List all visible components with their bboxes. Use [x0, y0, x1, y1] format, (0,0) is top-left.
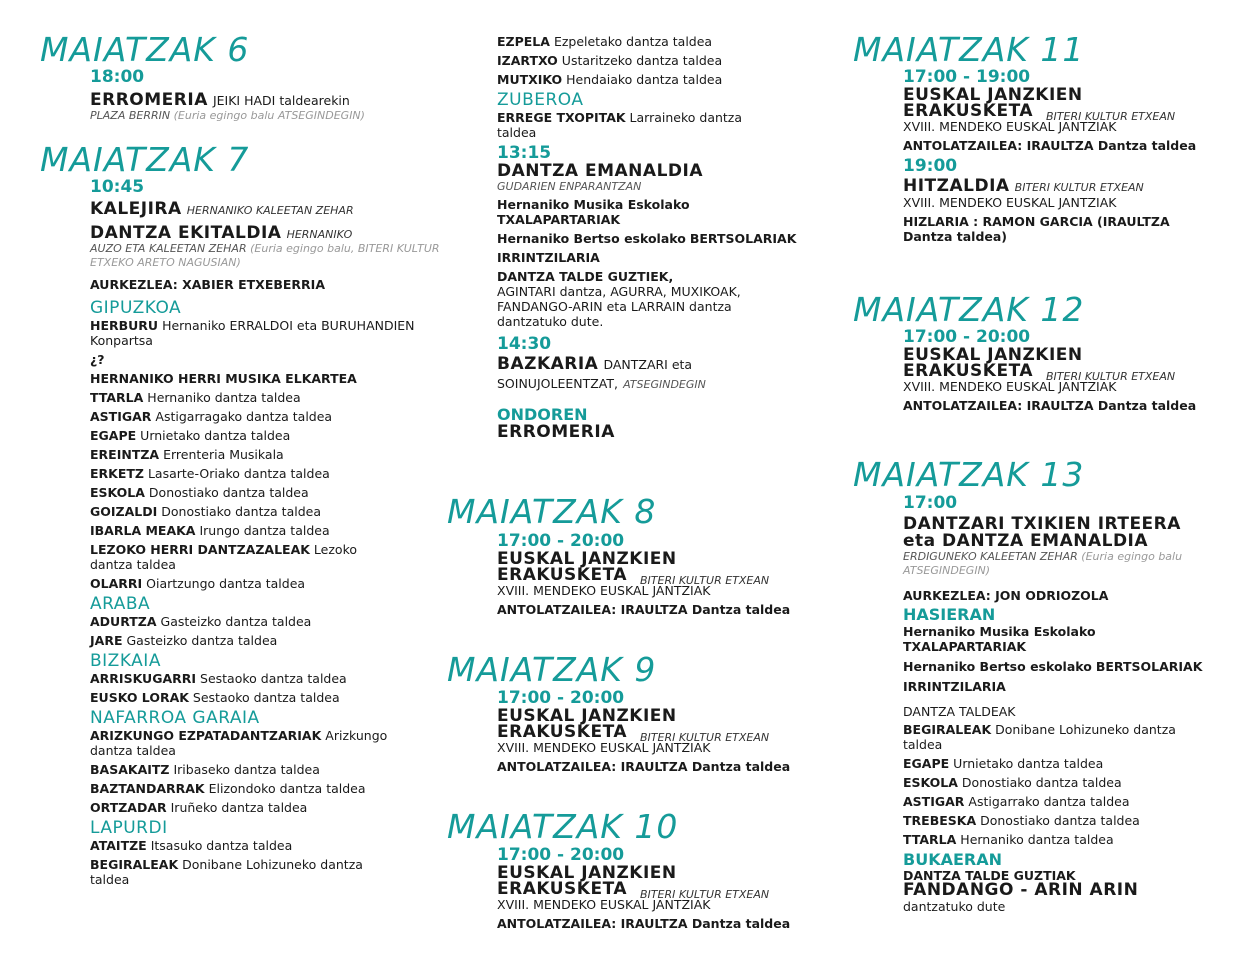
- presenter: AURKEZLEA: XABIER ETXEBERRIA: [90, 277, 326, 292]
- event-title: EUSKAL JANZKIEN ERAKUSKETA: [497, 706, 677, 742]
- group-name: EGAPE: [903, 756, 950, 771]
- presenter: AURKEZLEA: JON ODRIOZOLA: [903, 588, 1109, 603]
- group-name: OLARRI: [90, 576, 143, 591]
- time: 14:30: [497, 334, 552, 354]
- group-name: ERKETZ: [90, 466, 144, 481]
- group-town: Iribaseko dantza taldea: [173, 762, 320, 777]
- group-name: BASAKAITZ: [90, 762, 170, 777]
- group-name: EUSKO LORAK: [90, 690, 189, 705]
- list-item: [90, 542, 400, 572]
- performer: IRRINTZILARIA: [903, 679, 1006, 694]
- group-name: IZARTXO: [497, 53, 558, 68]
- group-town: Lasarte-Oriako dantza taldea: [147, 466, 330, 481]
- group-name: ASTIGAR: [90, 409, 152, 424]
- day-heading-may13: MAIATZAK 13: [853, 455, 1085, 494]
- list-item: [90, 690, 400, 705]
- event-place: BITERI KULTUR ETXEAN: [1046, 370, 1176, 383]
- event-title: EUSKAL JANZKIEN ERAKUSKETA: [497, 863, 677, 899]
- event-place: BITERI KULTUR ETXEAN: [640, 731, 770, 744]
- group-town: Donostiako dantza taldea: [148, 485, 309, 500]
- group-name: GOIZALDI: [90, 504, 158, 519]
- time: 17:00 - 20:00: [497, 688, 625, 708]
- list-item: [90, 800, 400, 815]
- araba-list: [90, 614, 450, 648]
- event-subtitle: XVIII. MENDEKO EUSKAL JANTZIAK: [903, 379, 1117, 394]
- time: 17:00 - 20:00: [903, 327, 1031, 347]
- list-item: [90, 485, 400, 500]
- event-title: EUSKAL JANZKIEN ERAKUSKETA: [903, 85, 1083, 121]
- group-town: Lezoko dantza taldea: [90, 542, 358, 572]
- event-note: (Euria egingo balu, BITERI KULTUR ETXEKO ARETO NAGUSIAN): [90, 242, 440, 269]
- time: 17:00 - 20:00: [497, 845, 625, 865]
- event-place: ERDIGUNEKO KALEETAN ZEHAR: [903, 550, 1078, 563]
- list-item: [90, 504, 400, 519]
- nafarroa-list: [90, 728, 450, 815]
- list-item: [497, 34, 807, 49]
- group-town: Ezpeletako dantza taldea: [553, 34, 713, 49]
- event-title: EUSKAL JANZKIEN ERAKUSKETA: [903, 345, 1083, 381]
- event-place: BITERI KULTUR ETXEAN: [640, 888, 770, 901]
- event-text: DANTZARI eta SOINUJOLEENTZAT,: [497, 357, 693, 391]
- time: 18:00: [90, 67, 145, 87]
- group-name: ADURTZA: [90, 614, 157, 629]
- group-name: TREBESKA: [903, 813, 977, 828]
- may13-dance-list: [903, 722, 1256, 847]
- region-nafarroa: NAFARROA GARAIA: [90, 708, 260, 728]
- may13-section: [903, 494, 1256, 914]
- event-place: AUZO ETA KALEETAN ZEHAR: [90, 242, 247, 255]
- day-heading-may7: MAIATZAK 7: [40, 140, 250, 179]
- may7-section: [90, 178, 450, 891]
- event-place: GUDARIEN ENPARANTZAN: [497, 180, 642, 193]
- region-gipuzkoa: GIPUZKOA: [90, 298, 182, 318]
- list-item: [90, 614, 400, 629]
- event-title: DANTZARI TXIKIEN IRTEERA: [903, 514, 1181, 534]
- region-bizkaia: BIZKAIA: [90, 651, 161, 671]
- list-item: [90, 781, 400, 796]
- time: 17:00 - 19:00: [903, 67, 1031, 87]
- group-name: EREINTZA: [90, 447, 160, 462]
- zuberoa-list: [497, 110, 857, 140]
- organizer: ANTOLATZAILEA: IRAULTZA Dantza taldea: [903, 398, 1197, 413]
- day-heading-may10: MAIATZAK 10: [447, 807, 679, 846]
- event-title: BAZKARIA: [497, 354, 599, 374]
- performer: BERTSOLARIAK: [689, 231, 797, 246]
- performer: DANTZA TALDE GUZTIEK,: [497, 269, 674, 284]
- description: AGINTARI dantza, AGURRA, MUXIKOAK, FANDANGO-ARIN eta LARRAIN dantza dantzatuko dute.: [497, 284, 741, 329]
- subheading: BUKAERAN: [903, 850, 1002, 869]
- group-town: Urnietako dantza taldea: [140, 428, 291, 443]
- group-name: ARIZKUNGO EZPATADANTZARIAK: [90, 728, 322, 743]
- group-name: ORTZADAR: [90, 800, 167, 815]
- group-name: ESKOLA: [903, 775, 958, 790]
- list-item: [90, 428, 400, 443]
- group-name: MUTXIKO: [497, 72, 563, 87]
- event-title: KALEJIRA: [90, 199, 182, 219]
- event-title: DANTZA EKITALDIA: [90, 223, 282, 243]
- performer: IRRINTZILARIA: [497, 250, 600, 265]
- list-item: HERBURU Hernaniko ERRALDOI eta BURUHANDIEN Konpartsa: [90, 318, 415, 348]
- list-item: [90, 633, 400, 648]
- time: 17:00 - 20:00: [497, 531, 625, 551]
- list-item: HERNANIKO HERRI MUSIKA ELKARTEA: [90, 371, 357, 386]
- dance-groups-label: DANTZA TALDEAK: [903, 704, 1016, 719]
- group-name: JARE: [90, 633, 123, 648]
- list-item: [90, 576, 400, 591]
- time: 13:15: [497, 143, 552, 163]
- event-title: ERROMERIA: [497, 422, 615, 442]
- may9-section: [497, 689, 857, 774]
- group-town: Hernaniko dantza taldea: [147, 390, 301, 405]
- group-town: Larraineko dantza taldea: [497, 110, 743, 140]
- performer: Hernaniko Musika Eskolako TXALAPARTARIAK: [903, 624, 1096, 654]
- group-town: Gasteizko dantza taldea: [160, 614, 312, 629]
- event-subtitle: XVIII. MENDEKO EUSKAL JANTZIAK: [497, 583, 711, 598]
- list-item: [90, 390, 400, 405]
- group-town: Ustaritzeko dantza taldea: [561, 53, 723, 68]
- list-item: [497, 53, 807, 68]
- day-heading-may12: MAIATZAK 12: [853, 290, 1085, 329]
- group-town: Oiartzungo dantza taldea: [146, 576, 306, 591]
- may7-continued: [497, 34, 857, 441]
- group-town: Itsasuko dantza taldea: [150, 838, 293, 853]
- day-heading-may11: MAIATZAK 11: [853, 30, 1085, 69]
- group-town: Iruñeko dantza taldea: [170, 800, 308, 815]
- group-town: Elizondoko dantza taldea: [208, 781, 366, 796]
- day-heading-may6: MAIATZAK 6: [40, 30, 250, 69]
- group-town: Sestaoko dantza taldea: [200, 671, 347, 686]
- subheading: HASIERAN: [903, 605, 996, 624]
- group-town: Errenteria Musikala: [163, 447, 284, 462]
- list-item: [90, 447, 400, 462]
- group-name: EZPELA: [497, 34, 550, 49]
- organizer: ANTOLATZAILEA: IRAULTZA Dantza taldea: [497, 759, 791, 774]
- time: 17:00: [903, 493, 958, 513]
- list-item: [497, 110, 777, 140]
- list-item: [903, 794, 1213, 809]
- region-zuberoa: ZUBEROA: [497, 90, 584, 110]
- finale-title: FANDANGO - ARIN ARIN: [903, 880, 1139, 900]
- list-item: [90, 671, 400, 686]
- organizer: ANTOLATZAILEA: IRAULTZA Dantza taldea: [497, 916, 791, 931]
- speaker: HIZLARIA : RAMON GARCIA (IRAULTZA Dantza taldea): [903, 214, 1170, 244]
- event-note: (Euria egingo balu ATSEGINDEGIN): [903, 550, 1183, 577]
- group-town: Astigarrako dantza taldea: [968, 794, 1130, 809]
- performer: Hernaniko Bertso eskolako: [497, 231, 686, 246]
- group-name: BEGIRALEAK: [903, 722, 992, 737]
- event-title: DANTZA EMANALDIA: [497, 161, 703, 181]
- event-subtitle: XVIII. MENDEKO EUSKAL JANTZIAK: [903, 195, 1117, 210]
- region-araba: ARABA: [90, 594, 151, 614]
- lapurdi-continued-list: [497, 34, 857, 87]
- group-name: LEZOKO HERRI DANTZAZALEAK: [90, 542, 310, 557]
- group-name: TTARLA: [90, 390, 144, 405]
- performer: Hernaniko Bertso eskolako: [903, 659, 1092, 674]
- list-item: [90, 466, 400, 481]
- group-town: Donibane Lohizuneko dantza taldea: [903, 722, 1176, 752]
- event-subtitle: XVIII. MENDEKO EUSKAL JANTZIAK: [903, 119, 1117, 134]
- list-item: ¿?: [90, 352, 105, 367]
- event-title: EUSKAL JANZKIEN ERAKUSKETA: [497, 549, 677, 585]
- event-place: HERNANIKO KALEETAN ZEHAR: [186, 204, 354, 217]
- day-heading-may8: MAIATZAK 8: [447, 492, 657, 531]
- list-item: [90, 762, 400, 777]
- group-name: BEGIRALEAK: [90, 857, 179, 872]
- list-item: [90, 838, 400, 853]
- group-town: Donostiako dantza taldea: [161, 504, 322, 519]
- event-place: BITERI KULTUR ETXEAN: [1046, 110, 1176, 123]
- lapurdi-list: [90, 838, 450, 887]
- performer: BERTSOLARIAK: [1095, 659, 1203, 674]
- performer: Hernaniko Musika Eskolako TXALAPARTARIAK: [497, 197, 690, 227]
- list-item: [903, 813, 1213, 828]
- event-place: BITERI KULTUR ETXEAN: [640, 574, 770, 587]
- group-town: Urnietako dantza taldea: [953, 756, 1104, 771]
- subheading: ONDOREN: [497, 405, 588, 424]
- group-name: BAZTANDARRAK: [90, 781, 205, 796]
- time: 19:00: [903, 156, 958, 176]
- group-town: Gasteizko dantza taldea: [126, 633, 278, 648]
- list-item: [903, 722, 1213, 752]
- group-town: Donibane Lohizuneko dantza taldea: [90, 857, 363, 887]
- group-name: ATAITZE: [90, 838, 147, 853]
- event-note: (Euria egingo balu ATSEGINDEGIN): [173, 109, 365, 122]
- event-subtitle: XVIII. MENDEKO EUSKAL JANTZIAK: [497, 897, 711, 912]
- group-town: Donostiako dantza taldea: [961, 775, 1122, 790]
- group-name: TTARLA: [903, 832, 957, 847]
- day-heading-may9: MAIATZAK 9: [447, 650, 657, 689]
- event-place: PLAZA BERRIN: [90, 109, 171, 122]
- group-name: IBARLA MEAKA: [90, 523, 196, 538]
- group-name: EGAPE: [90, 428, 137, 443]
- may12-section: [903, 328, 1256, 413]
- group-name: ARRISKUGARRI: [90, 671, 197, 686]
- list-item: [903, 775, 1213, 790]
- list-item: [90, 857, 400, 887]
- finale-text: dantzatuko dute: [903, 899, 1006, 914]
- group-town: Hendaiako dantza taldea: [566, 72, 723, 87]
- may6-section: [90, 68, 450, 122]
- may11-section: [903, 68, 1256, 244]
- organizer: ANTOLATZAILEA: IRAULTZA Dantza taldea: [903, 138, 1197, 153]
- gipuzkoa-list: [90, 390, 450, 591]
- event-suffix: JEIKI HADI taldearekin: [212, 93, 350, 108]
- event-title: ERROMERIA: [90, 90, 208, 110]
- region-lapurdi: LAPURDI: [90, 818, 168, 838]
- group-town: Irungo dantza taldea: [199, 523, 330, 538]
- event-place: BITERI KULTUR ETXEAN: [1014, 181, 1144, 194]
- bizkaia-list: [90, 671, 450, 705]
- event-place: HERNANIKO: [286, 228, 353, 241]
- organizer: ANTOLATZAILEA: IRAULTZA Dantza taldea: [497, 602, 791, 617]
- group-name: ESKOLA: [90, 485, 145, 500]
- may10-section: [497, 846, 857, 931]
- list-item: [90, 728, 400, 758]
- list-item: [903, 756, 1213, 771]
- list-item: [497, 72, 807, 87]
- group-town: Donostiako dantza taldea: [980, 813, 1140, 828]
- group-name: ASTIGAR: [903, 794, 965, 809]
- list-item: [90, 523, 400, 538]
- event-title: HITZALDIA: [903, 176, 1010, 196]
- group-town: Hernaniko dantza taldea: [960, 832, 1114, 847]
- group-town: Astigarragako dantza taldea: [155, 409, 333, 424]
- may8-section: [497, 532, 857, 617]
- group-town: Sestaoko dantza taldea: [192, 690, 340, 705]
- all-groups: DANTZA TALDE GUZTIAK: [903, 868, 1076, 883]
- list-item: [90, 409, 400, 424]
- time: 10:45: [90, 177, 145, 197]
- event-subtitle: XVIII. MENDEKO EUSKAL JANTZIAK: [497, 740, 711, 755]
- event-title: eta DANTZA EMANALDIA: [903, 531, 1149, 551]
- group-town: Arizkungo dantza taldea: [90, 728, 388, 758]
- event-place: ATSEGINDEGIN: [623, 378, 706, 391]
- list-item: [903, 832, 1213, 847]
- group-name: ERREGE TXOPITAK: [497, 110, 626, 125]
